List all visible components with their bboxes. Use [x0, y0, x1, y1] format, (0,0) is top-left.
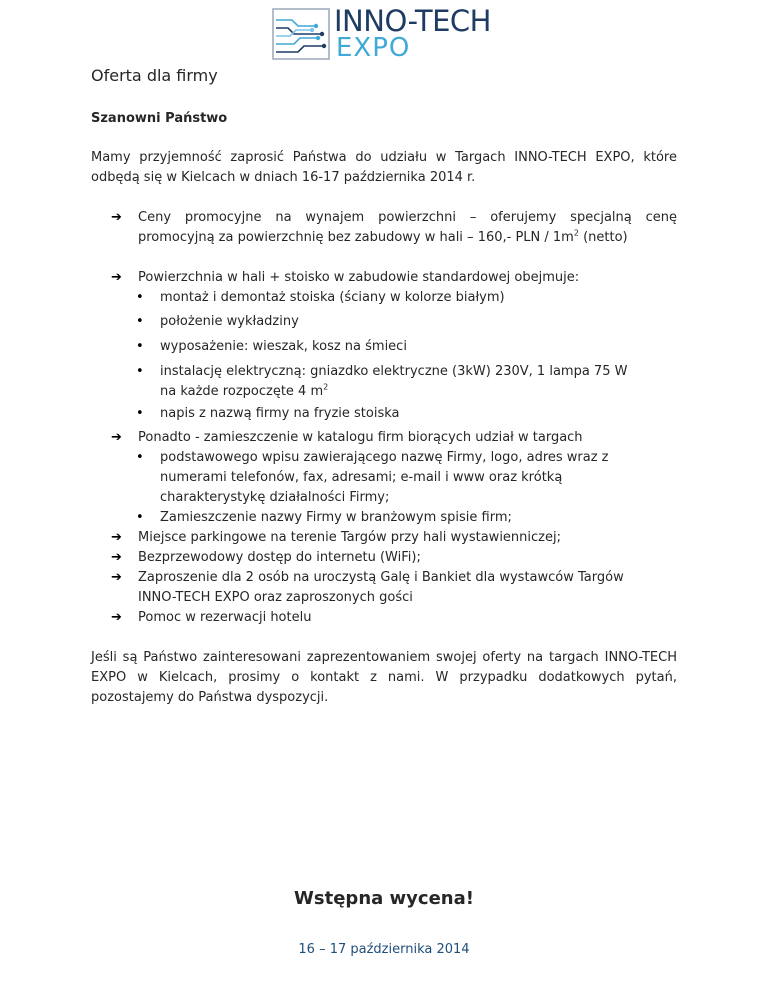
- arrow-item-hotel: ➔ Pomoc w rezerwacji hotelu: [111, 608, 677, 628]
- list-item: • położenie wykładziny: [136, 312, 676, 332]
- arrow-icon: ➔: [111, 530, 122, 545]
- arrow-item-promo: [111, 208, 677, 248]
- footer-date: 16 – 17 października 2014: [298, 942, 470, 957]
- arrow-icon: ➔: [111, 570, 122, 585]
- arrow-item-wifi: ➔ Bezprzewodowy dostęp do internetu (WiFi);: [111, 548, 677, 568]
- catalog-heading: Ponadto - zamieszczenie w katalogu firm biorących udział w targach: [138, 430, 583, 445]
- arrow-icon: ➔: [111, 610, 122, 625]
- arrow-item-gala: ➔ Zaproszenie dla 2 osób na uroczystą Galę i Bankiet dla wystawców Targów INNO-TECH EXPO oraz zaproszonych gości: [111, 570, 624, 605]
- logo-text-expo: EXPO: [336, 33, 411, 63]
- arrow-icon: ➔: [111, 430, 122, 445]
- footer-heading: Wstępna wycena!: [294, 888, 474, 909]
- bullet-icon: •: [136, 290, 144, 305]
- document-title: Oferta dla firmy: [91, 66, 218, 85]
- list-item: • Zamieszczenie nazwy Firmy w branżowym spisie firm;: [136, 508, 676, 528]
- logo-text-inno-tech: INNO-TECH: [334, 4, 491, 38]
- arrow-item-parking: ➔ Miejsce parkingowe na terenie Targów przy hali wystawienniczej;: [111, 528, 677, 548]
- bullet-icon: •: [136, 450, 144, 465]
- bullet-icon: •: [136, 510, 144, 525]
- bullet-icon: •: [136, 406, 144, 421]
- list-item: • napis z nazwą firmy na fryzie stoiska: [136, 404, 676, 424]
- list-item: • instalację elektryczną: gniazdko elektryczne (3kW) 230V, 1 lampa 75 W na każde rozpoczęte 4 $m^2$: [136, 364, 628, 399]
- list-item: • montaż i demontaż stoiska (ściany w kolorze białym): [136, 288, 676, 308]
- bullet-icon: •: [136, 314, 144, 329]
- promo-superscript: 2: [573, 228, 579, 238]
- circuit-logo-icon: [272, 8, 330, 60]
- closing-paragraph: Jeśli są Państwo zainteresowani zaprezentowaniem swojej oferty na targach INNO-TECH EXPO w Kielcach, prosimy o kontakt z nami. W przypadku dodatkowych pytań, pozostajemy do Państwa dyspozycji.: [91, 650, 677, 705]
- arrow-icon: ➔: [111, 550, 122, 565]
- arrow-icon: ➔: [111, 210, 122, 225]
- inno-tech-expo-logo: [272, 6, 494, 62]
- promo-text: Ceny promocyjne na wynajem powierzchni – oferujemy specjalną cenę promocyjną za powierzchnię bez zabudowy w hali – 160,- PLN / $1m^2$ (netto): [138, 210, 677, 245]
- list-item: • podstawowego wpisu zawierającego nazwę Firmy, logo, adres wraz z numerami telefonów, fax, adresami; e-mail i www oraz krótką charakterystykę działalności Firmy;: [136, 450, 609, 505]
- list-item: • wyposażenie: wieszak, kosz na śmieci: [136, 337, 676, 357]
- arrow-item-catalog: [111, 428, 677, 448]
- bullet-icon: •: [136, 364, 144, 379]
- arrow-icon: ➔: [111, 270, 122, 285]
- intro-paragraph: Mamy przyjemność zaprosić Państwa do udziału w Targach INNO-TECH EXPO, które odbędą się w Kielcach w dniach 16-17 października 2014 r.: [91, 150, 677, 185]
- bullet-icon: •: [136, 339, 144, 354]
- arrow-item-stand: [111, 268, 677, 288]
- stand-heading: Powierzchnia w hali + stoisko w zabudowie standardowej obejmuje:: [138, 270, 580, 285]
- greeting: Szanowni Państwo: [91, 111, 228, 126]
